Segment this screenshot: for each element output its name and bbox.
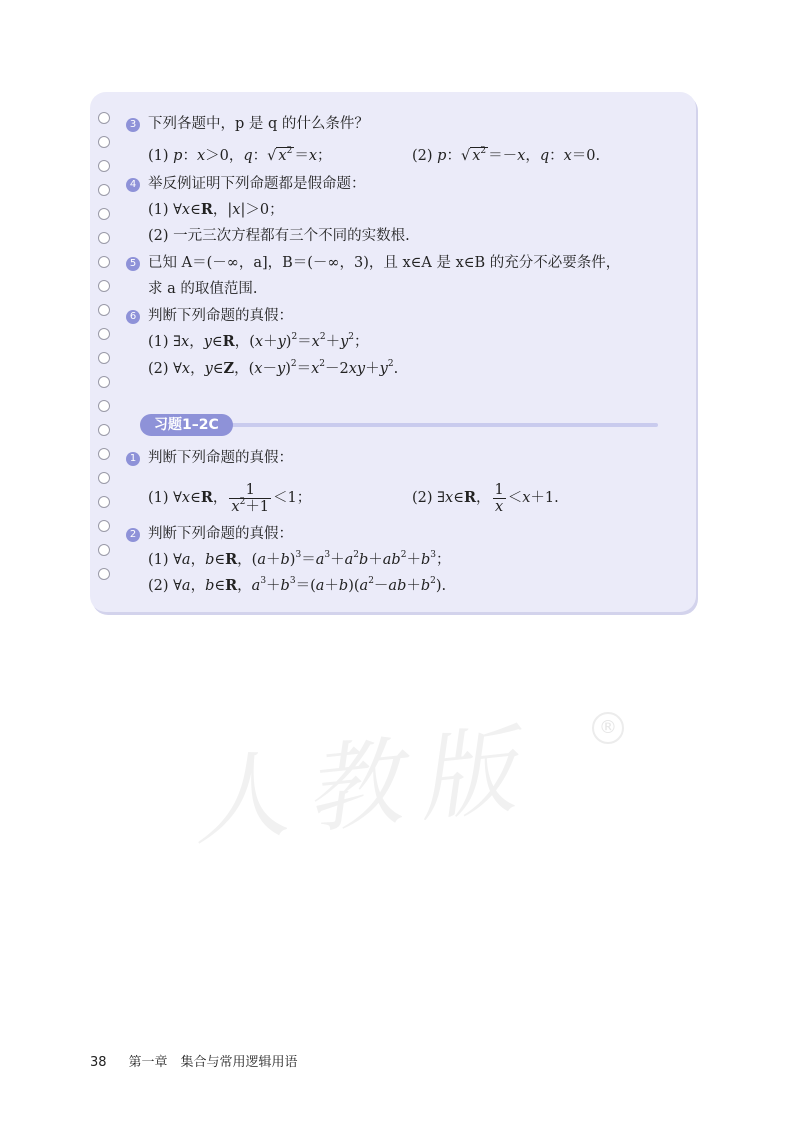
question-3 [126,112,369,136]
ring-icon [98,352,110,364]
question-number-badge: 4 [126,178,140,192]
section-divider [210,423,658,427]
registered-mark-icon: ® [592,712,624,744]
question-6 [126,304,293,328]
ring-icon [98,448,110,460]
ring-icon [98,280,110,292]
section-title: 习题1–2C [140,414,233,436]
exercise-1-parts: (1) ∀x∈R， $\frac{1}{x^2+1}$ ＜1； (2) ∃x∈R， $\frac{1}{x}$ ＜x＋1. [148,481,559,515]
ring-icon [98,160,110,172]
question-4-part-1: (1) ∀x∈R，|x|＞0； [148,201,284,218]
question-4 [126,172,366,196]
ring-icon [98,136,110,148]
ring-icon [98,472,110,484]
ring-icon [98,208,110,220]
ring-icon [98,520,110,532]
question-stem: 举反例证明下列命题都是假命题： [148,176,366,192]
question-stem: 判断下列命题的真假： [148,526,293,542]
ring-icon [98,568,110,580]
section-header [140,414,658,436]
question-number-badge: 3 [126,118,140,132]
ring-icon [98,184,110,196]
ring-icon [98,112,110,124]
question-3-parts: (1) p：x＞0，q：√ $x^2 =x$； (2) p：√ $x^2 =-x$，q：x＝0. [148,146,601,164]
question-number-badge: 2 [126,528,140,542]
question-stem: 判断下列命题的真假： [148,450,293,466]
ring-icon [98,304,110,316]
ring-icon [98,328,110,340]
ring-icon [98,496,110,508]
question-6-part-2: (2) ∀x，y∈Z，$(x-y)^2=x^2-2xy+y^2$. [148,359,399,377]
ring-icon [98,400,110,412]
chapter-title: 第一章 集合与常用逻辑用语 [128,1055,298,1070]
ring-icon [98,424,110,436]
question-5 [126,251,620,275]
ring-icon [98,376,110,388]
page-number: 38 [90,1055,107,1070]
question-5-continued: 求 a 的取值范围. [148,281,258,297]
page-footer [90,1051,298,1070]
question-number-badge: 6 [126,310,140,324]
question-stem: 已知 A＝(－∞，a]，B＝(－∞，3)，且 x∈A 是 x∈B 的充分不必要条件， [148,255,621,271]
exercise-2-part-2: (2) ∀a，b∈R，$a^3+b^3=(a+b)(a^2-ab+b^2)$. [148,576,447,594]
question-6-part-1: (1) ∃x，y∈R，$(x+y)^2=x^2+y^2$； [148,332,369,350]
question-number-badge: 5 [126,257,140,271]
publisher-watermark: 人教版 [185,712,538,860]
question-4-part-2: (2) 一元三次方程都有三个不同的实数根. [148,228,410,244]
ring-icon [98,232,110,244]
question-number-badge: 1 [126,452,140,466]
ring-icon [98,544,110,556]
question-stem: 下列各题中，p 是 q 的什么条件？ [148,116,369,132]
exercise-2-part-1: (1) ∀a，b∈R，$(a+b)^3=a^3+a^2b+ab^2+b^3$； [148,550,451,568]
exercise-1 [126,446,293,470]
ring-icon [98,256,110,268]
exercise-2 [126,522,293,546]
question-stem: 判断下列命题的真假： [148,308,293,324]
